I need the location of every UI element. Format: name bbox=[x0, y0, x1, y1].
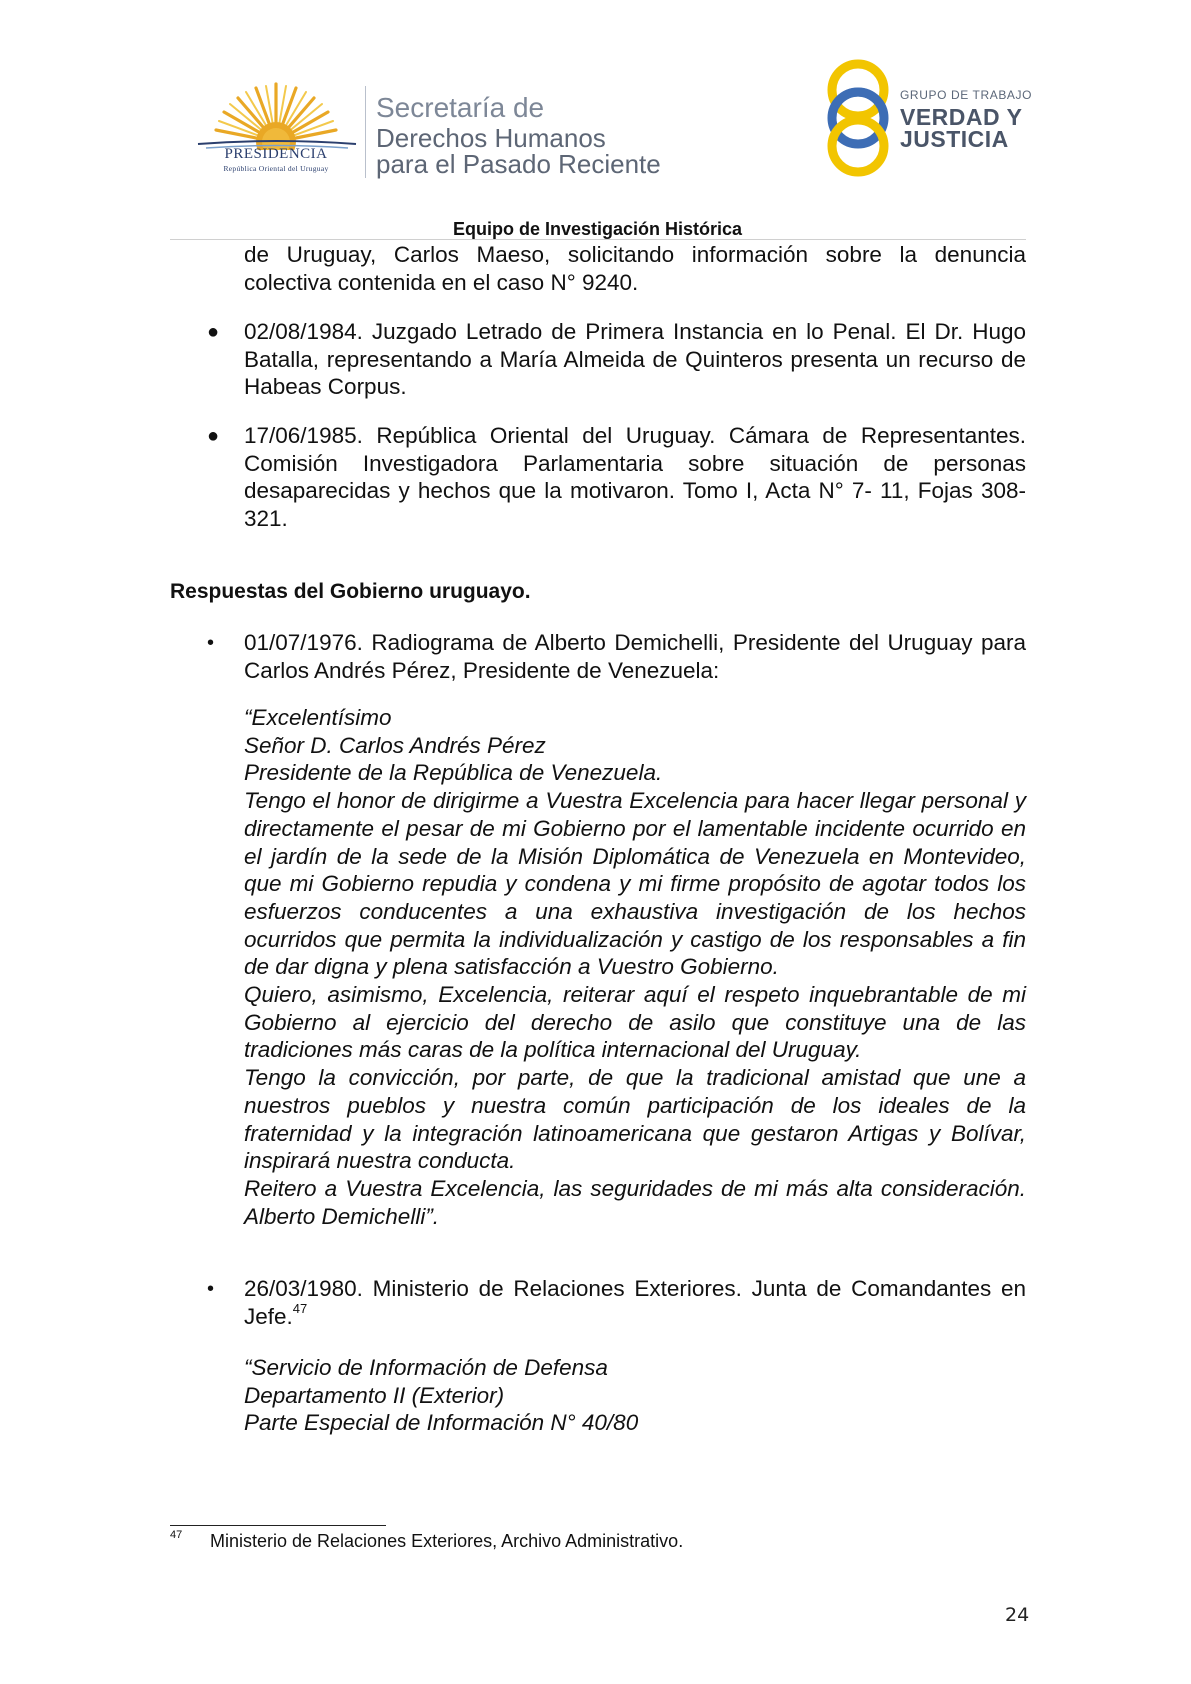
bullet-marker: ● bbox=[207, 321, 220, 343]
gtvj-title-line-1: VERDAD Y bbox=[900, 104, 1023, 130]
list-item: 17/06/1985. República Oriental del Uruguay. Cámara de Representantes. Comisión Investigadora Parlamentaria sobre situación de personas desaparecidas y hechos que la motivaron. Tomo I, Acta N° 7- 11, Fojas 308-321. bbox=[244, 423, 1026, 531]
list-item-text: 26/03/1980. Ministerio de Relaciones Exteriores. Junta de Comandantes en Jefe. bbox=[244, 1276, 1026, 1329]
gtvj-small-label: GRUPO DE TRABAJO bbox=[900, 88, 1033, 102]
bullet-marker: • bbox=[207, 632, 215, 654]
verdad-justicia-logo bbox=[818, 56, 908, 181]
quote-1976 bbox=[244, 704, 1026, 1230]
bullet-marker: • bbox=[207, 1278, 215, 1300]
secretaria-line-2: Derechos Humanos bbox=[376, 123, 606, 153]
quote-salutation-line: Señor D. Carlos Andrés Pérez bbox=[244, 732, 546, 758]
quote-salutation-line: “Excelentísimo bbox=[244, 705, 392, 730]
list-item: 02/08/1984. Juzgado Letrado de Primera Instancia en lo Penal. El Dr. Hugo Batalla, representando a María Almeida de Quinteros presenta un recurso de Habeas Corpus. bbox=[244, 319, 1026, 399]
presidencia-subtitle: República Oriental del Uruguay bbox=[223, 164, 329, 173]
header-rule bbox=[170, 239, 1026, 240]
quote-1980 bbox=[244, 1354, 1026, 1437]
footnote-text: Ministerio de Relaciones Exteriores, Archivo Administrativo. bbox=[210, 1531, 684, 1551]
header-divider bbox=[365, 86, 366, 178]
footnote-reference[interactable]: 47 bbox=[292, 1301, 308, 1316]
quote-line: “Servicio de Información de Defensa bbox=[244, 1355, 608, 1380]
secretaria-line-1: Secretaría de bbox=[376, 92, 545, 123]
continuation-paragraph: de Uruguay, Carlos Maeso, solicitando información sobre la denuncia colectiva contenida en el caso N° 9240. bbox=[244, 242, 1026, 295]
quote-paragraph: Quiero, asimismo, Excelencia, reiterar aquí el respeto inquebrantable de mi Gobierno al ejercicio del derecho de asilo que constituye una de las tradiciones más caras de la política internacional del Uruguay. bbox=[244, 982, 1026, 1063]
secretaria-line-3: para el Pasado Reciente bbox=[376, 149, 661, 179]
list-item bbox=[244, 1275, 1026, 1330]
list-item: 01/07/1976. Radiograma de Alberto Demichelli, Presidente del Uruguay para Carlos Andrés Pérez, Presidente de Venezuela: bbox=[244, 630, 1026, 683]
quote-paragraph: Tengo el honor de dirigirme a Vuestra Excelencia para hacer llegar personal y directamente el pesar de mi Gobierno por el lamentable incidente ocurrido en el jardín de la sede de la Misión Diplomática de Venezuela en Montevideo, que mi Gobierno repudia y condena y mi firme propósito de agotar todos los esfuerzos conducentes a una exhaustiva investigación de los hechos ocurridos que permita la individualización y castigo de los responsables a fin de dar digna y plena satisfacción a Vuestro Gobierno. bbox=[244, 788, 1026, 980]
presidencia-label: PRESIDENCIA bbox=[224, 146, 328, 162]
quote-line: Parte Especial de Información N° 40/80 bbox=[244, 1410, 639, 1436]
bullet-marker: ● bbox=[207, 425, 220, 447]
quote-paragraph: Tengo la convicción, por parte, de que la tradicional amistad que une a nuestros pueblos y nuestra común participación de los ideales de la fraternidad y la integración latinoamericana que gestaron Artigas y Bolívar, inspirará nuestra conducta. bbox=[244, 1065, 1026, 1174]
team-title: Equipo de Investigación Histórica bbox=[452, 219, 743, 239]
quote-salutation-line: Presidente de la República de Venezuela. bbox=[244, 760, 663, 786]
footnote-number: 47 bbox=[170, 1529, 183, 1541]
page-number: 24 bbox=[1005, 1604, 1030, 1626]
quote-line: Departamento II (Exterior) bbox=[244, 1382, 505, 1408]
section-heading: Respuestas del Gobierno uruguayo. bbox=[170, 580, 531, 603]
footnote-rule bbox=[170, 1525, 386, 1526]
quote-paragraph: Reitero a Vuestra Excelencia, las seguridades de mi más alta consideración. Alberto Demichelli”. bbox=[244, 1175, 1026, 1229]
gtvj-title-line-2: JUSTICIA bbox=[900, 126, 1009, 152]
